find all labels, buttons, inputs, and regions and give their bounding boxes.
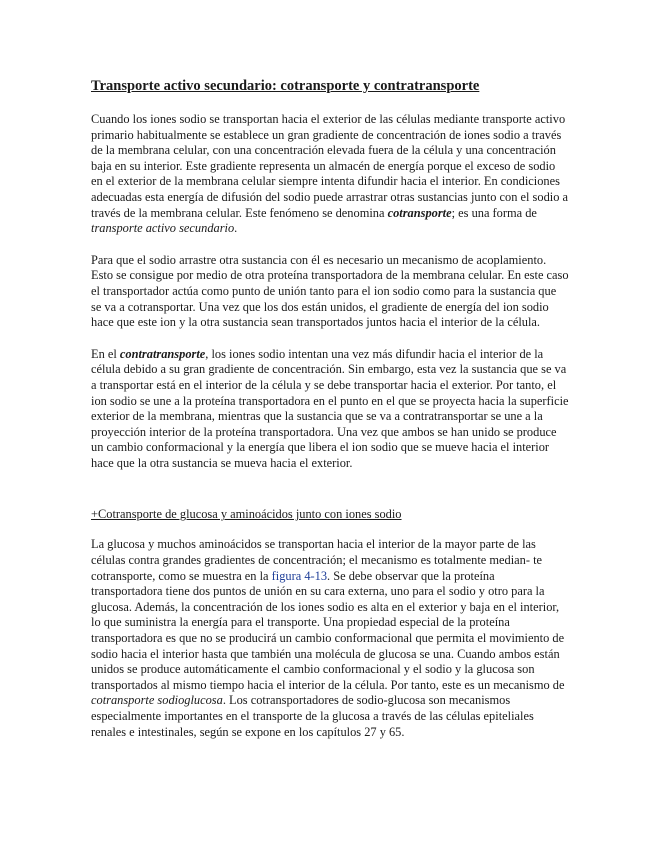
subsection-title: +Cotransporte de glucosa y aminoácidos junto con iones sodio bbox=[91, 507, 402, 522]
paragraph-glucosa bbox=[91, 537, 569, 740]
p1-text-e: . bbox=[234, 221, 238, 236]
p4-text-b: . Se debe observar que la proteína transportadora tiene dos puntos de unión en su cara externa, uno para el sodio y otro para la glucosa. Además, la concentración de los iones sodio es alta en el exterior y baja en el interior, lo que suministra la energía para el transporte. Una propiedad especial de la proteína transportadora es que no se producirá un cambio conformacional que permita el movimiento de sodio hacia el interior hasta que también una molécula de glucosa se una. Cuando ambos están unidos se produce automáticamente el cambio conformacional y el sodio y la glucosa son transportados al mismo tiempo hacia el interior de la célula. Por tanto, este es un mecanismo de bbox=[91, 568, 565, 692]
term-cotransporte: cotransporte bbox=[387, 205, 452, 220]
figure-link[interactable]: figura 4-13 bbox=[271, 568, 328, 583]
paragraph-acoplamiento: Para que el sodio arrastre otra sustancia con él es necesario un mecanismo de acoplamiento. Esto se consigue por medio de otra proteína transportadora de la membrana celular. En este caso el transportador actúa como punto de unión tanto para el ion sodio como para la sustancia que se va a cotransportar. Una vez que los dos están unidos, el gradiente de energía del ion sodio hace que este ion y la otra sustancia sean transportados juntos hacia el interior de la célula. bbox=[91, 252, 569, 330]
p4-text-a: La glucosa y muchos aminoácidos se transportan hacia el interior de la mayor parte de las células contra grandes gradientes de concentración; el mecanismo es totalmente median- te cotransporte, como se muestra en la bbox=[91, 537, 543, 583]
term-cotransporte-sodioglucosa: cotransporte sodioglucosa bbox=[91, 693, 223, 708]
p3-text-c: , los iones sodio intentan una vez más difundir hacia el interior de la célula debido a su gran gradiente de concentración. Sin embargo, esta vez la sustancia que se va a transportar está en el interior de la célula y se debe transportar hacia el exterior. Por tanto, el ion sodio se une a la proteína transportadora en el punto en el que se proyecta hacia la superficie exterior de la membrana, mientras que la sustancia que se va a contratransportar se une a la proyección interior de la proteína transportadora. Una vez que ambos se han unido se produce un cambio conformacional y la energía que libera el ion sodio que se mueve hacia el interior hace que la otra sustancia se mueva hacia el exterior. bbox=[91, 346, 569, 470]
p3-text-a: En el bbox=[91, 346, 120, 361]
section-spacer bbox=[91, 471, 569, 506]
p1-text-a: Cuando los iones sodio se transportan hacia el exterior de las células mediante transporte activo primario habitualmente se establece un gran gradiente de concentración de iones sodio a través de la membrana celular, con una concentración elevada fuera de la célula y una concentración baja en su interior. Este gradiente representa un almacén de energía porque el exceso de sodio en el exterior de la membrana celular siempre intenta difundir hacia el interior. En condiciones adecuadas esta energía de difusión del sodio puede arrastrar otras sustancias junto con el sodio a través de la membrana celular. Este fenómeno se denomina bbox=[91, 112, 568, 220]
p1-text-c: ; es una forma de bbox=[451, 205, 537, 220]
paragraph-cotransporte-intro bbox=[91, 112, 569, 237]
term-contratransporte: contratransporte bbox=[119, 346, 206, 361]
document-page bbox=[91, 76, 569, 740]
section-title: Transporte activo secundario: cotransporte y contratransporte bbox=[91, 78, 480, 94]
p4-text-d: . Los cotransportadores de sodio-glucosa son mecanismos especialmente importantes en el transporte de la glucosa a través de las células epiteliales renales e intestinales, según se expone en los capítulos 27 y 65. bbox=[91, 693, 534, 739]
term-transporte-activo-secundario: transporte activo secundario bbox=[91, 221, 235, 236]
paragraph-contratransporte bbox=[91, 347, 569, 472]
